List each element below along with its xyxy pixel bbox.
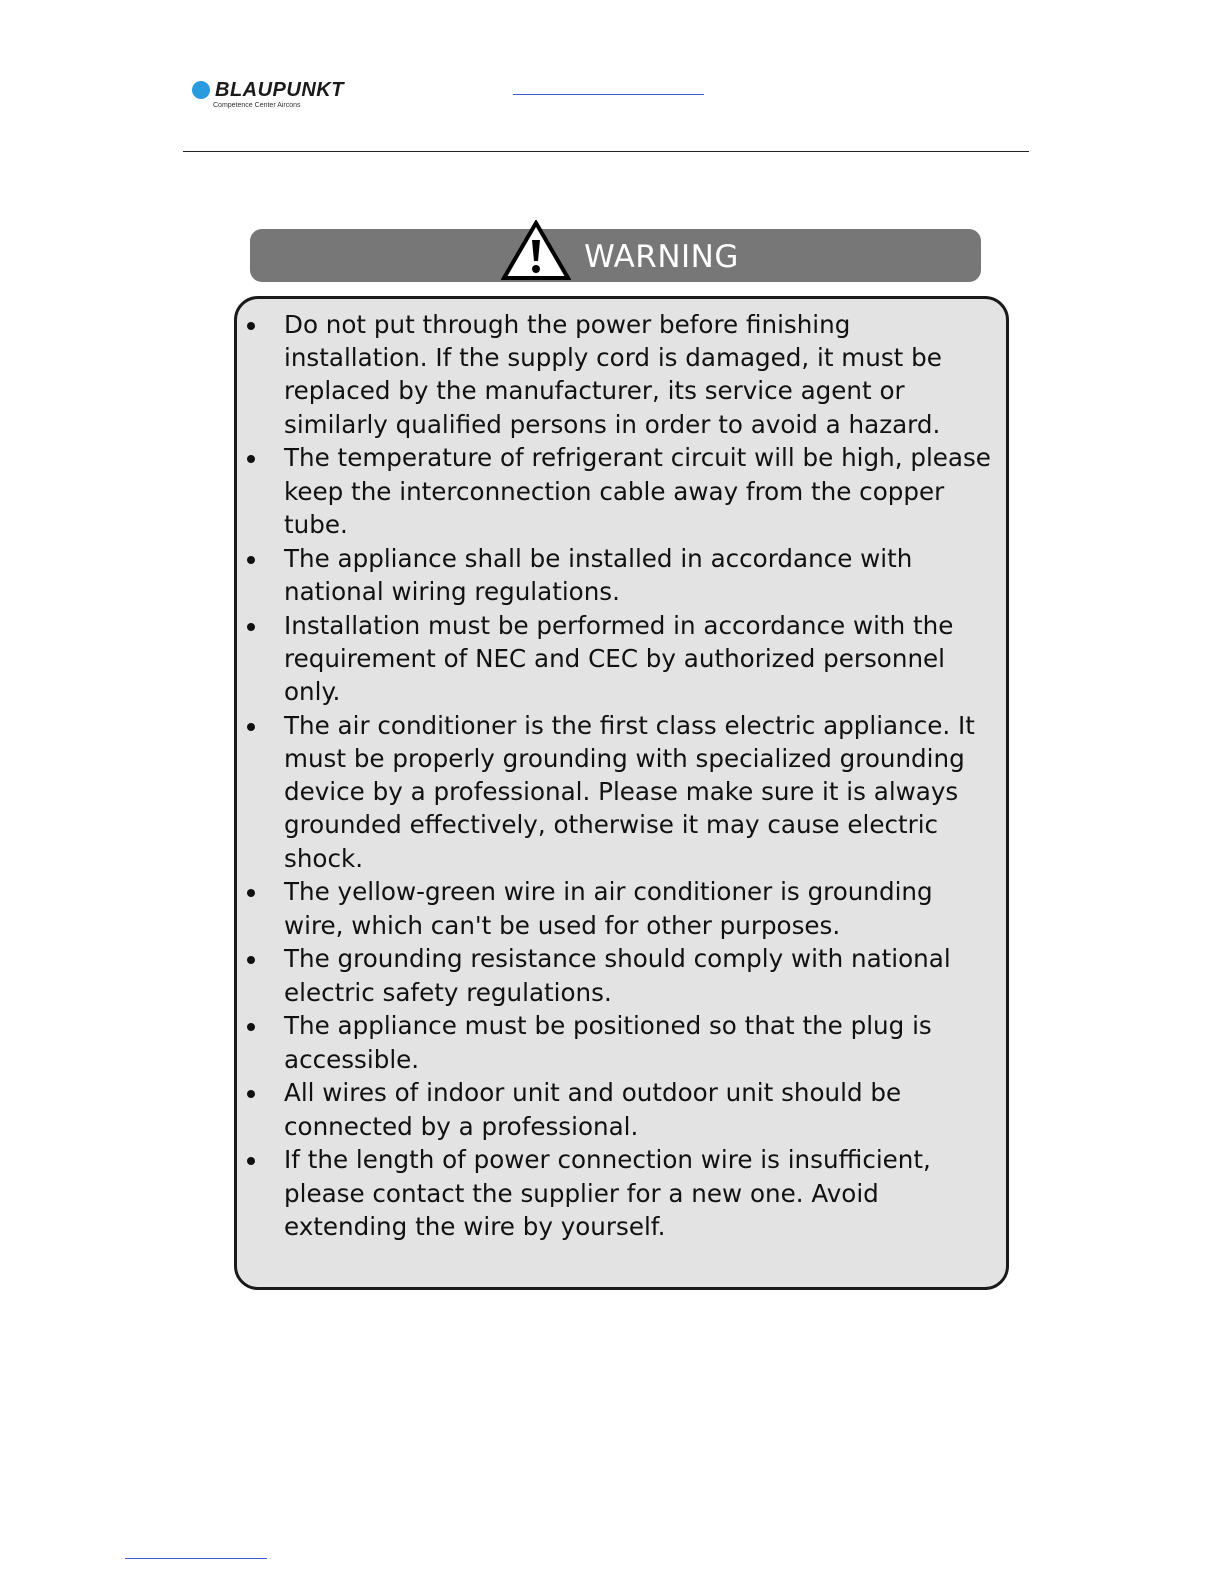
brand-logo: [192, 80, 344, 109]
warning-item: [237, 875, 1006, 941]
warning-item: [237, 1143, 1006, 1243]
warning-item-text: The grounding resistance should comply with national electric safety regulations.: [284, 944, 951, 1007]
warning-item: [237, 942, 1006, 1008]
bullet-icon: [247, 1023, 255, 1031]
warning-item-text: If the length of power connection wire is insufficient, please contact the supplier for a new one. Avoid extending the wire by yourself.: [284, 1145, 931, 1241]
warning-item: [237, 1009, 1006, 1075]
header-link[interactable]: [513, 94, 704, 95]
bullet-icon: [247, 322, 255, 330]
warning-triangle-icon: [501, 220, 571, 281]
warning-item-text: The yellow-green wire in air conditioner is grounding wire, which can't be used for other purposes.: [284, 877, 933, 940]
warning-title: WARNING: [584, 238, 739, 275]
bullet-icon: [247, 723, 255, 731]
warning-item: [237, 709, 1006, 875]
warning-item: [237, 441, 1006, 541]
warning-item: [237, 542, 1006, 608]
footer-link[interactable]: [125, 1558, 267, 1559]
brand-dot-icon: [192, 81, 210, 99]
warning-item: [237, 1076, 1006, 1142]
brand-subtitle: Competence Center Aircons: [213, 102, 301, 109]
bullet-icon: [247, 556, 255, 564]
warning-item: [237, 609, 1006, 709]
warning-item-text: The appliance must be positioned so that the plug is accessible.: [284, 1011, 932, 1074]
warning-box: [234, 296, 1009, 1290]
warning-item-text: Installation must be performed in accordance with the requirement of NEC and CEC by authorized personnel only.: [284, 610, 954, 707]
warning-item: [237, 308, 1006, 441]
bullet-icon: [247, 1157, 255, 1165]
bullet-icon: [247, 455, 255, 463]
bullet-icon: [247, 956, 255, 964]
warning-item-text: All wires of indoor unit and outdoor unit should be connected by a professional.: [284, 1078, 902, 1141]
warning-item-text: The air conditioner is the first class electric appliance. It must be properly grounding with specialized grounding device by a professional. Please make sure it is always grounded effectively, otherwise it may cause electric shock.: [284, 710, 975, 873]
brand-name: BLAUPUNKT: [215, 79, 344, 101]
warning-item-text: The temperature of refrigerant circuit will be high, please keep the interconnection cable away from the copper tube.: [284, 443, 991, 539]
warning-banner: [250, 229, 981, 282]
bullet-icon: [247, 1090, 255, 1098]
header-divider: [183, 151, 1029, 152]
bullet-icon: [247, 623, 255, 631]
warning-list: [237, 308, 1006, 1244]
warning-item-text: The appliance shall be installed in accordance with national wiring regulations.: [284, 543, 913, 606]
bullet-icon: [247, 889, 255, 897]
warning-item-text: Do not put through the power before finishing installation. If the supply cord is damaged, it must be replaced by the manufacturer, its service agent or similarly qualified persons in order to avoid a hazard.: [284, 310, 942, 439]
